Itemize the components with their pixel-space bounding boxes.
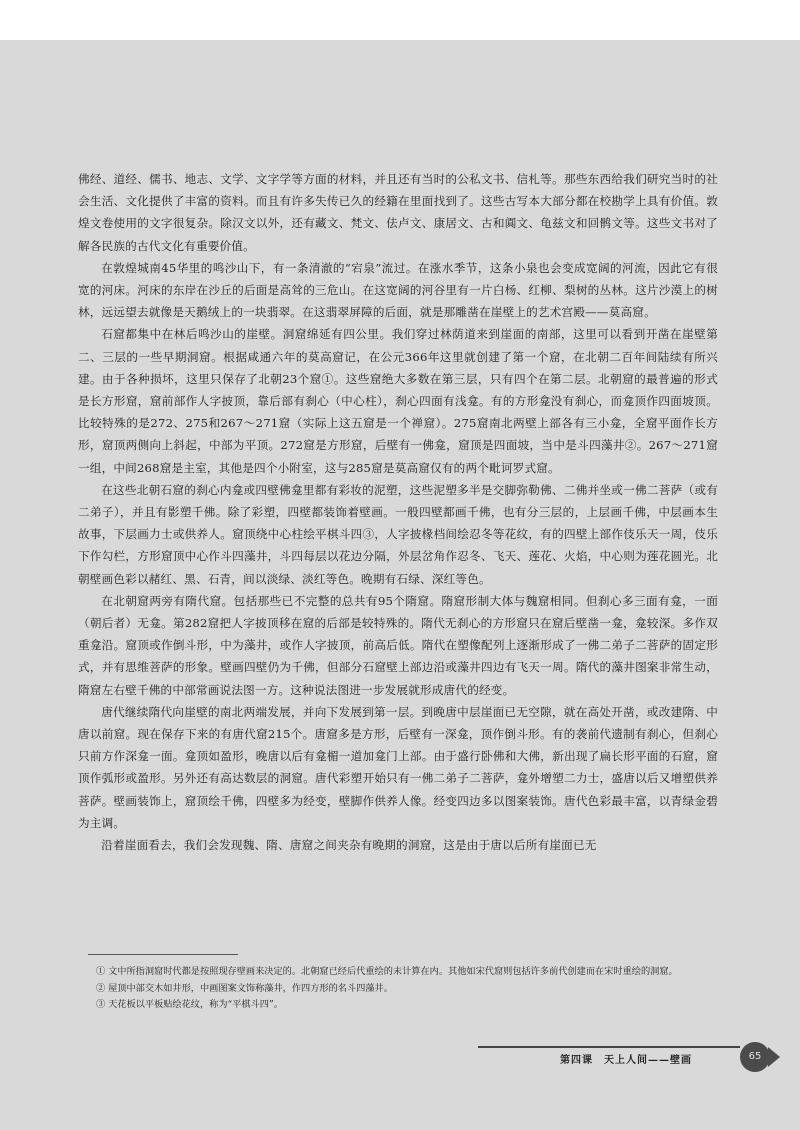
footer-divider [478,1046,740,1048]
footnote: ③ 天花板以平板贴绘花纹，称为“平棋斗四”。 [96,999,283,1010]
paragraph: 唐代继续隋代向崖壁的南北两端发展，并向下发展到第一层。到晚唐中层崖面已无空隙，就在高处开凿，或改建隋、中唐以前窟。现在保存下来的有唐代窟215个。唐窟多是方形，后壁有一深龛，顶作倒斗形。有的袭前代遗制有刹心，但刹心只前方作深龛一面。龛顶如盈形，晚唐以后有龛楣一道加龛门上部。由于盛行卧佛和大佛，新出现了扁长形平面的石窟，窟顶作弧形或盈形。另外还有高达数层的洞窟。唐代彩塑开始只有一佛二弟子二菩萨，龛外增塑二力士，盛唐以后又增塑供养菩萨。壁画装饰上，窟顶绘千佛，四壁多为经变，壁脚作供养人像。经变四边多以图案装饰。唐代色彩最丰富，以青绿金碧为主调。 [78,704,718,830]
paragraph: 佛经、道经、儒书、地志、文学、文字学等方面的材料，并且还有当时的公私文书、信札等。那些东西给我们研究当时的社会生活、文化提供了丰富的资料。而且有许多失传已久的经籍在里面找到了。这些古写本大部分都在校勘学上具有价值。敦煌文卷使用的文字很复杂。除汉文以外，还有藏文、梵文、佉卢文、康居文、古和阗文、龟兹文和回鹘文等。这些文书对了解各民族的古代文化有重要价值。 [78,172,718,253]
footnotes [96,964,716,1014]
footnote: ① 文中所指洞窟时代都是按照现存壁画来决定的。北朝窟已经后代重绘的未计算在内。其他如宋代窟则包括许多前代创建而在宋时重绘的洞窟。 [96,966,678,977]
paragraph: 在敦煌城南45华里的鸣沙山下，有一条清澈的“宕泉”流过。在涨水季节，这条小泉也会变成宽阔的河流，因此它有很宽的河床。河床的东岸在沙丘的后面是高耸的三危山。在这宽阔的河谷里有一片白杨、红柳、梨树的丛林。这片沙漠上的树林，远远望去就像是天鹅绒上的一块翡翠。在这翡翠屏障的后面，就是那雕凿在崖壁上的艺术宫殿——莫高窟。 [78,260,718,320]
paragraph: 在北朝窟两旁有隋代窟。包括那些已不完整的总共有95个隋窟。隋窟形制大体与魏窟相同。但刹心多三面有龛，一面（朝后者）无龛。第282窟把人字披顶移在窟的后部是较特殊的。隋代无刹心的方形窟只在窟后壁凿一龛，龛较深。多作双重龛沿。窟顶或作倒斗形，中为藻井，或作人字披顶，前高后低。隋代在塑像配列上逐渐形成了一佛二弟子二菩萨的固定形式，并有思维菩萨的形象。壁画四壁仍为千佛，但部分石窟壁上部边沿或藻井四边有飞天一周。隋代的藻井图案非常生动，隋窟左右壁千佛的中部常画说法图一方。这种说法图进一步发展就形成唐代的经变。 [78,593,718,697]
paragraph: 沿着崖面看去，我们会发现魏、隋、唐窟之间夹杂有晚期的洞窟，这是由于唐以后所有崖面已无 [101,838,597,853]
body-text [78,168,718,856]
page-arrow-icon [768,1047,780,1067]
footnote: ② 屋顶中部交木如井形，中画图案文饰称藻井，作四方形的名斗四藻井。 [96,982,393,994]
paragraph: 石窟都集中在林后鸣沙山的崖壁。洞窟绵延有四公里。我们穿过林荫道来到崖面的南部，这里可以看到开凿在崖壁第二、三层的一些早期洞窟。根据咸通六年的莫高窟记，在公元366年这里就创建了第一个窟，在北朝二百年间陆续有所兴建。由于各种损坏，这里只保存了北朝23个窟①。这些窟绝大多数在第三层，只有四个在第二层。北朝窟的最普遍的形式是长方形窟，窟前部作人字披顶，靠后部有刹心（中心柱），刹心四面有浅龛。有的方形龛没有刹心，而龛顶作四面坡顶。比较特殊的是272、275和267～271窟（实际上这五窟是一个禅窟）。275窟南北两壁上部各有三小龛，全窟平面作长方形，窟顶两侧向上斜起，中部为平顶。272窟是方形窟，后壁有一佛龛，窟顶是四面坡，当中是斗四藻井②。267～271窟一组，中间268窟是主室，其他是四个小附室，这与285窟是莫高窟仅有的两个毗诃罗式窟。 [78,327,718,475]
chapter-footer-label: 第四课 天上人间——壁画 [560,1055,692,1066]
page-number-badge: 65 [740,1042,770,1072]
paragraph: 在这些北朝石窟的刹心内龛或四壁佛龛里都有彩妆的泥塑，这些泥塑多半是交脚弥勒佛、二佛并坐或一佛二菩萨（或有二弟子），并且有影塑千佛。除了彩塑，四壁都装饰着壁画。一般四壁都画千佛，也有分三层的，上层画千佛，中层画本生故事，下层画力士或供养人。窟顶绕中心柱绘平棋斗四③，人字披椽档间绘忍冬等花纹，有的四壁上部作伎乐天一周，伎乐下作勾栏，方形窟顶中心作斗四藻井，斗四每层以花边分隔，外层岔角作忍冬、飞天、莲花、火焰，中心则为莲花圆光。北朝壁画色彩以赭红、黑、石青，间以淡绿、淡红等色。晚期有石绿、深红等色。 [78,482,718,586]
footnote-divider [88,954,238,955]
